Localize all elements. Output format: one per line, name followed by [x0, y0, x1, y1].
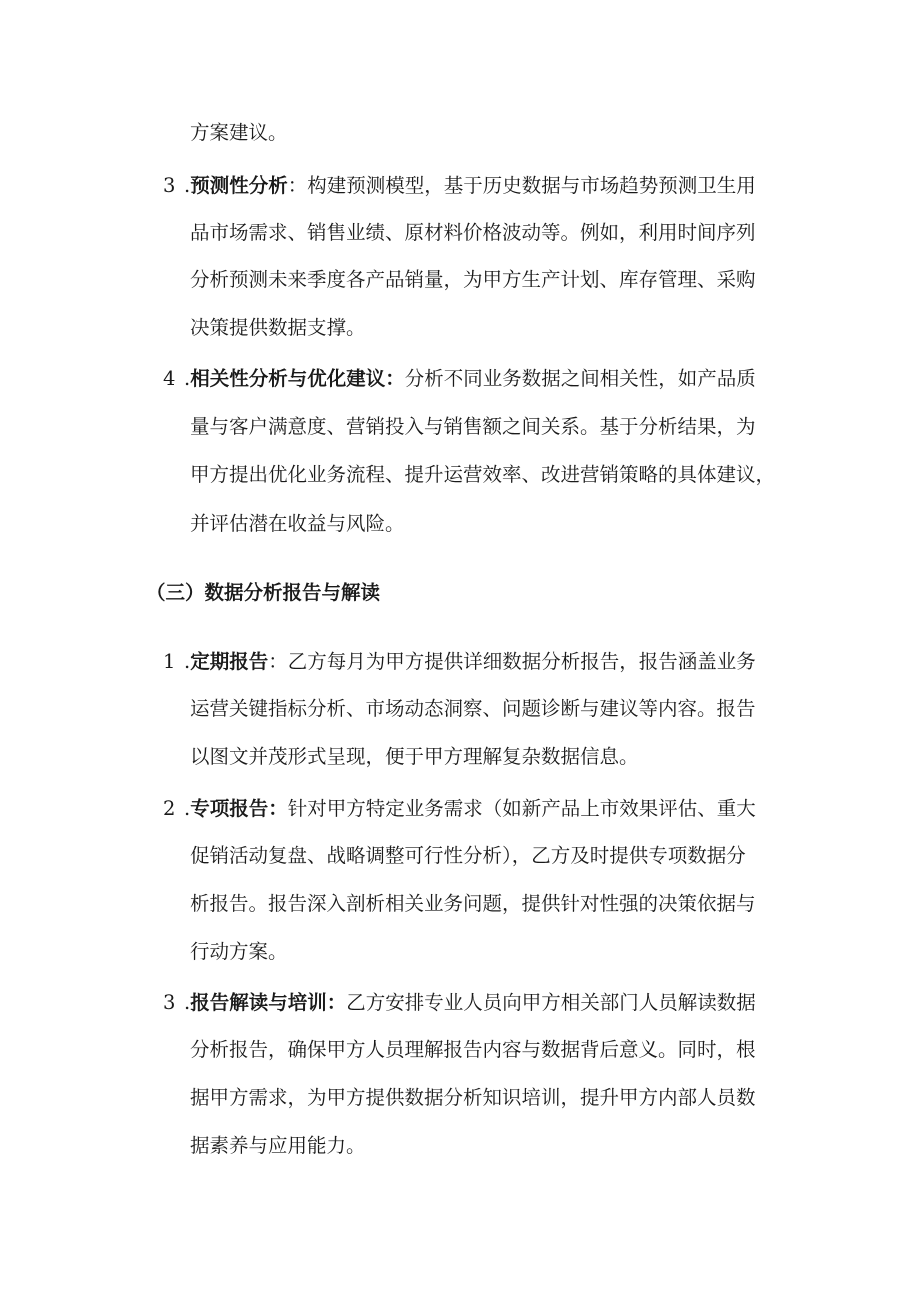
- item-title: 专项报告：: [190, 797, 288, 820]
- item-separator: ：: [268, 650, 288, 673]
- paragraph-line: 行动方案。: [190, 940, 288, 963]
- list-item-first-line: [184, 796, 756, 822]
- paragraph-line: 析报告。报告深入剖析相关业务问题，提供针对性强的决策依据与: [190, 892, 756, 915]
- item-text: 乙方安排专业人员向甲方相关部门人员解读数据: [346, 991, 756, 1014]
- list-item-first-line: [184, 173, 756, 199]
- paragraph-line: 甲方提出优化业务流程、提升运营效率、改进营销策略的具体建议，: [190, 463, 776, 486]
- paragraph-line: 以图文并茂形式呈现，便于甲方理解复杂数据信息。: [190, 745, 639, 768]
- list-dot: .: [184, 174, 191, 197]
- paragraph-line: 据甲方需求，为甲方提供数据分析知识培训，提升甲方内部人员数: [190, 1086, 756, 1109]
- list-number: 4: [163, 367, 176, 390]
- list-number: 1: [163, 650, 176, 673]
- list-dot: .: [184, 991, 191, 1014]
- list-item-first-line: [184, 990, 756, 1016]
- item-text: 针对甲方特定业务需求（如新产品上市效果评估、重大: [287, 797, 756, 820]
- paragraph-line: 分析报告，确保甲方人员理解报告内容与数据背后意义。同时，根: [190, 1038, 756, 1061]
- item-text: 分析不同业务数据之间相关性，如产品质: [404, 367, 756, 390]
- item-text: 乙方每月为甲方提供详细数据分析报告，报告涵盖业务: [287, 650, 756, 673]
- paragraph-line: 量与客户满意度、营销投入与销售额之间关系。基于分析结果，为: [190, 415, 756, 438]
- list-dot: .: [184, 367, 191, 390]
- list-number: 3: [163, 174, 176, 197]
- list-item-first-line: [184, 366, 756, 392]
- paragraph-line: 据素养与应用能力。: [190, 1134, 366, 1157]
- list-item-first-line: [184, 649, 756, 675]
- item-separator: ：: [287, 174, 308, 197]
- paragraph-line: 并评估潜在收益与风险。: [190, 512, 405, 535]
- item-title: 预测性分析: [190, 174, 288, 197]
- paragraph-line: 运营关键指标分析、市场动态洞察、问题诊断与建议等内容。报告: [190, 697, 756, 720]
- item-title: 相关性分析与优化建议：: [190, 367, 405, 390]
- paragraph-line: 方案建议。: [190, 121, 288, 144]
- paragraph-line: 决策提供数据支撑。: [190, 316, 366, 339]
- section-heading: （三）数据分析报告与解读: [146, 581, 381, 604]
- paragraph-line: 分析预测未来季度各产品销量，为甲方生产计划、库存管理、采购: [190, 268, 756, 291]
- list-number: 2: [163, 797, 176, 820]
- paragraph-line: 品市场需求、销售业绩、原材料价格波动等。例如，利用时间序列: [190, 221, 756, 244]
- list-dot: .: [184, 797, 191, 820]
- item-title: 定期报告: [190, 650, 269, 673]
- list-number: 3: [163, 991, 176, 1014]
- item-text: 构建预测模型，基于历史数据与市场趋势预测卫生用: [307, 174, 756, 197]
- paragraph-line: 促销活动复盘、战略调整可行性分析），乙方及时提供专项数据分: [190, 844, 746, 867]
- list-dot: .: [184, 650, 191, 673]
- item-title: 报告解读与培训：: [190, 991, 347, 1014]
